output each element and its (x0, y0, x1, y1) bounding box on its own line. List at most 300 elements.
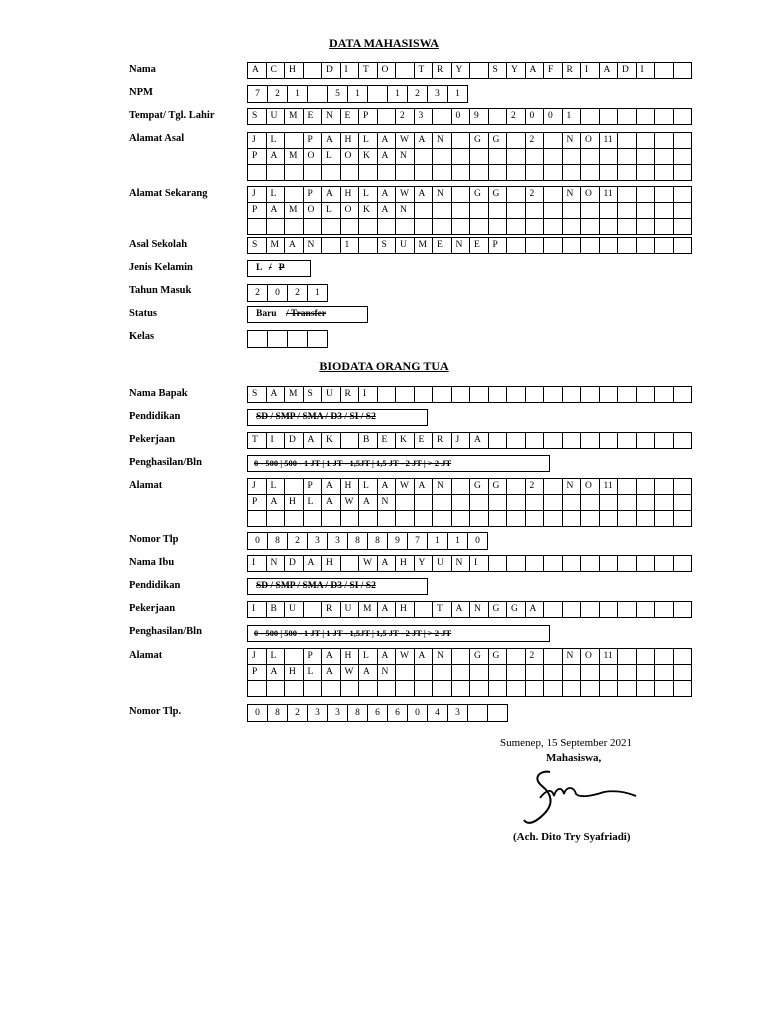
char-cell[interactable] (396, 63, 415, 79)
char-cell[interactable]: O (304, 149, 323, 165)
pendidikan-bapak-field[interactable] (247, 409, 428, 426)
char-cell[interactable]: 2 (526, 187, 545, 203)
char-cell[interactable] (544, 165, 563, 181)
char-cell[interactable] (637, 387, 656, 403)
char-cell[interactable] (507, 556, 526, 572)
pekerjaan-bapak-field[interactable] (247, 432, 692, 449)
char-cell[interactable] (433, 387, 452, 403)
char-cell[interactable]: O (304, 203, 323, 219)
char-cell[interactable]: P (248, 665, 267, 681)
char-cell[interactable] (618, 387, 637, 403)
char-cell[interactable]: A (322, 479, 341, 495)
tahun-masuk-field[interactable] (247, 284, 328, 302)
char-cell[interactable]: E (304, 109, 323, 125)
char-cell[interactable]: M (285, 109, 304, 125)
char-cell[interactable]: I (248, 602, 267, 618)
char-cell[interactable] (618, 479, 637, 495)
char-cell[interactable] (674, 63, 693, 79)
char-cell[interactable]: L (304, 665, 323, 681)
char-cell[interactable]: 8 (348, 533, 368, 550)
char-cell[interactable] (563, 149, 582, 165)
char-cell[interactable]: H (285, 63, 304, 79)
char-cell[interactable] (674, 433, 693, 449)
nama-ibu-field[interactable] (247, 555, 692, 572)
char-cell[interactable]: J (248, 479, 267, 495)
char-cell[interactable] (581, 109, 600, 125)
char-cell[interactable]: A (470, 433, 489, 449)
char-cell[interactable]: T (415, 63, 434, 79)
char-cell[interactable]: G (489, 649, 508, 665)
char-cell[interactable]: 1 (428, 533, 448, 550)
char-cell[interactable] (341, 219, 360, 235)
char-cell[interactable]: E (415, 433, 434, 449)
char-cell[interactable] (489, 433, 508, 449)
char-cell[interactable] (655, 387, 674, 403)
char-cell[interactable]: 2 (408, 86, 428, 103)
char-cell[interactable]: 5 (328, 86, 348, 103)
char-cell[interactable]: 2 (526, 133, 545, 149)
char-cell[interactable] (674, 187, 693, 203)
char-cell[interactable]: S (248, 387, 267, 403)
char-cell[interactable]: W (396, 649, 415, 665)
char-cell[interactable] (618, 149, 637, 165)
char-cell[interactable] (526, 387, 545, 403)
char-cell[interactable] (637, 149, 656, 165)
char-cell[interactable] (637, 219, 656, 235)
char-cell[interactable] (637, 133, 656, 149)
char-cell[interactable] (507, 203, 526, 219)
char-cell[interactable] (618, 203, 637, 219)
char-cell[interactable]: 8 (368, 533, 388, 550)
char-cell[interactable]: 0 (408, 705, 428, 722)
char-cell[interactable] (526, 665, 545, 681)
char-cell[interactable]: 2 (396, 109, 415, 125)
char-cell[interactable] (674, 602, 693, 618)
char-cell[interactable] (600, 203, 619, 219)
char-cell[interactable]: A (378, 479, 397, 495)
char-cell[interactable] (470, 203, 489, 219)
char-cell[interactable]: W (341, 495, 360, 511)
char-cell[interactable] (637, 681, 656, 697)
char-cell[interactable] (655, 649, 674, 665)
char-cell[interactable] (674, 511, 693, 527)
char-cell[interactable] (285, 187, 304, 203)
char-cell[interactable]: K (322, 433, 341, 449)
jenis-kelamin-field[interactable] (247, 260, 311, 277)
pendidikan-ibu-field[interactable] (247, 578, 428, 595)
char-cell[interactable] (452, 681, 471, 697)
char-cell[interactable] (618, 665, 637, 681)
char-cell[interactable]: 8 (348, 705, 368, 722)
char-cell[interactable] (415, 495, 434, 511)
char-cell[interactable]: H (322, 556, 341, 572)
char-cell[interactable]: R (433, 433, 452, 449)
char-cell[interactable] (285, 133, 304, 149)
char-cell[interactable]: P (248, 495, 267, 511)
char-cell[interactable] (618, 556, 637, 572)
char-cell[interactable] (655, 495, 674, 511)
char-cell[interactable] (581, 238, 600, 254)
char-cell[interactable]: 0 (268, 285, 288, 302)
char-cell[interactable]: 4 (428, 705, 448, 722)
char-cell[interactable] (470, 63, 489, 79)
char-cell[interactable] (359, 238, 378, 254)
char-cell[interactable]: A (322, 649, 341, 665)
char-cell[interactable]: S (378, 238, 397, 254)
char-cell[interactable]: N (433, 649, 452, 665)
char-cell[interactable]: I (470, 556, 489, 572)
char-cell[interactable]: P (304, 479, 323, 495)
char-cell[interactable] (285, 649, 304, 665)
char-cell[interactable] (322, 219, 341, 235)
char-cell[interactable] (415, 665, 434, 681)
char-cell[interactable] (674, 203, 693, 219)
char-cell[interactable]: I (267, 433, 286, 449)
char-cell[interactable] (489, 556, 508, 572)
char-cell[interactable] (674, 387, 693, 403)
char-cell[interactable] (655, 238, 674, 254)
char-cell[interactable]: 0 (526, 109, 545, 125)
char-cell[interactable] (489, 495, 508, 511)
char-cell[interactable] (452, 387, 471, 403)
char-cell[interactable] (544, 602, 563, 618)
char-cell[interactable]: 7 (248, 86, 268, 103)
char-cell[interactable] (544, 556, 563, 572)
char-cell[interactable] (415, 149, 434, 165)
char-cell[interactable]: D (285, 556, 304, 572)
char-cell[interactable] (544, 433, 563, 449)
char-cell[interactable]: 1 (308, 285, 328, 302)
char-cell[interactable]: P (359, 109, 378, 125)
char-cell[interactable] (563, 681, 582, 697)
char-cell[interactable] (618, 109, 637, 125)
char-cell[interactable] (415, 165, 434, 181)
char-cell[interactable] (600, 149, 619, 165)
char-cell[interactable] (368, 86, 388, 103)
char-cell[interactable]: O (378, 63, 397, 79)
char-cell[interactable]: R (563, 63, 582, 79)
char-cell[interactable] (563, 556, 582, 572)
char-cell[interactable]: L (267, 133, 286, 149)
char-cell[interactable]: Y (415, 556, 434, 572)
char-cell[interactable] (341, 681, 360, 697)
char-cell[interactable] (248, 219, 267, 235)
char-cell[interactable] (396, 165, 415, 181)
char-cell[interactable] (248, 511, 267, 527)
char-cell[interactable] (507, 165, 526, 181)
char-cell[interactable] (285, 681, 304, 697)
alamat-sekarang-field[interactable] (247, 186, 692, 235)
char-cell[interactable] (618, 649, 637, 665)
char-cell[interactable]: 2 (507, 109, 526, 125)
char-cell[interactable]: 1 (563, 109, 582, 125)
char-cell[interactable] (637, 433, 656, 449)
char-cell[interactable] (452, 649, 471, 665)
char-cell[interactable]: H (341, 187, 360, 203)
char-cell[interactable] (544, 511, 563, 527)
char-cell[interactable] (526, 511, 545, 527)
char-cell[interactable] (359, 511, 378, 527)
char-cell[interactable]: A (378, 187, 397, 203)
char-cell[interactable] (285, 219, 304, 235)
char-cell[interactable] (452, 219, 471, 235)
char-cell[interactable] (378, 387, 397, 403)
char-cell[interactable]: N (304, 238, 323, 254)
char-cell[interactable] (415, 387, 434, 403)
char-cell[interactable] (637, 479, 656, 495)
char-cell[interactable] (308, 86, 328, 103)
char-cell[interactable] (322, 681, 341, 697)
char-cell[interactable] (637, 187, 656, 203)
char-cell[interactable]: J (248, 649, 267, 665)
char-cell[interactable]: G (470, 133, 489, 149)
char-cell[interactable] (655, 187, 674, 203)
char-cell[interactable] (470, 665, 489, 681)
char-cell[interactable] (637, 238, 656, 254)
char-cell[interactable]: G (489, 133, 508, 149)
char-cell[interactable]: P (304, 187, 323, 203)
char-cell[interactable]: 1 (388, 86, 408, 103)
char-cell[interactable] (674, 681, 693, 697)
char-cell[interactable] (563, 602, 582, 618)
char-cell[interactable]: M (415, 238, 434, 254)
char-cell[interactable]: 8 (268, 705, 288, 722)
char-cell[interactable]: A (267, 149, 286, 165)
char-cell[interactable]: K (396, 433, 415, 449)
char-cell[interactable]: N (563, 649, 582, 665)
char-cell[interactable]: M (285, 387, 304, 403)
char-cell[interactable]: R (433, 63, 452, 79)
penghasilan-bapak-field[interactable] (247, 455, 550, 472)
char-cell[interactable]: H (341, 133, 360, 149)
char-cell[interactable] (489, 681, 508, 697)
char-cell[interactable]: 0 (452, 109, 471, 125)
char-cell[interactable] (452, 479, 471, 495)
char-cell[interactable] (507, 387, 526, 403)
char-cell[interactable]: S (248, 238, 267, 254)
char-cell[interactable] (526, 495, 545, 511)
char-cell[interactable] (600, 681, 619, 697)
char-cell[interactable] (489, 165, 508, 181)
char-cell[interactable] (544, 649, 563, 665)
char-cell[interactable]: N (452, 556, 471, 572)
char-cell[interactable] (600, 219, 619, 235)
char-cell[interactable] (489, 665, 508, 681)
char-cell[interactable] (267, 681, 286, 697)
char-cell[interactable] (304, 602, 323, 618)
char-cell[interactable]: N (378, 665, 397, 681)
char-cell[interactable]: A (378, 602, 397, 618)
char-cell[interactable] (618, 165, 637, 181)
char-cell[interactable]: A (267, 495, 286, 511)
char-cell[interactable]: W (359, 556, 378, 572)
nama-bapak-field[interactable] (247, 386, 692, 403)
char-cell[interactable] (507, 149, 526, 165)
char-cell[interactable]: 2 (526, 649, 545, 665)
char-cell[interactable] (507, 238, 526, 254)
char-cell[interactable]: I (341, 63, 360, 79)
char-cell[interactable] (600, 387, 619, 403)
char-cell[interactable]: A (285, 238, 304, 254)
char-cell[interactable]: W (341, 665, 360, 681)
char-cell[interactable]: G (470, 479, 489, 495)
char-cell[interactable] (655, 681, 674, 697)
char-cell[interactable] (507, 495, 526, 511)
char-cell[interactable]: G (507, 602, 526, 618)
char-cell[interactable]: E (470, 238, 489, 254)
char-cell[interactable] (304, 681, 323, 697)
char-cell[interactable]: 3 (415, 109, 434, 125)
char-cell[interactable]: A (359, 665, 378, 681)
char-cell[interactable] (655, 511, 674, 527)
char-cell[interactable] (378, 109, 397, 125)
char-cell[interactable]: 3 (328, 705, 348, 722)
char-cell[interactable]: O (581, 479, 600, 495)
char-cell[interactable]: A (415, 649, 434, 665)
alamat-ibu-field[interactable] (247, 648, 692, 697)
char-cell[interactable] (285, 479, 304, 495)
char-cell[interactable]: T (359, 63, 378, 79)
char-cell[interactable] (526, 165, 545, 181)
asal-sekolah-field[interactable] (247, 237, 692, 254)
char-cell[interactable] (468, 705, 488, 722)
char-cell[interactable] (452, 495, 471, 511)
char-cell[interactable] (507, 665, 526, 681)
char-cell[interactable]: A (267, 203, 286, 219)
npm-field[interactable] (247, 85, 468, 103)
char-cell[interactable] (674, 665, 693, 681)
char-cell[interactable] (600, 602, 619, 618)
char-cell[interactable]: A (322, 665, 341, 681)
char-cell[interactable] (433, 219, 452, 235)
char-cell[interactable] (544, 387, 563, 403)
char-cell[interactable]: U (396, 238, 415, 254)
char-cell[interactable] (544, 203, 563, 219)
char-cell[interactable]: L (267, 187, 286, 203)
char-cell[interactable]: W (396, 187, 415, 203)
char-cell[interactable] (618, 602, 637, 618)
char-cell[interactable] (581, 681, 600, 697)
char-cell[interactable] (433, 203, 452, 219)
char-cell[interactable]: U (433, 556, 452, 572)
char-cell[interactable]: N (378, 495, 397, 511)
char-cell[interactable] (618, 238, 637, 254)
char-cell[interactable]: 2 (288, 285, 308, 302)
char-cell[interactable]: N (433, 133, 452, 149)
char-cell[interactable] (268, 331, 288, 348)
char-cell[interactable] (655, 665, 674, 681)
char-cell[interactable]: P (489, 238, 508, 254)
char-cell[interactable] (674, 556, 693, 572)
char-cell[interactable] (470, 387, 489, 403)
char-cell[interactable]: A (526, 602, 545, 618)
char-cell[interactable] (655, 133, 674, 149)
char-cell[interactable] (563, 165, 582, 181)
char-cell[interactable] (618, 511, 637, 527)
char-cell[interactable] (248, 331, 268, 348)
char-cell[interactable]: 0 (544, 109, 563, 125)
char-cell[interactable]: N (396, 203, 415, 219)
char-cell[interactable] (637, 203, 656, 219)
char-cell[interactable]: J (248, 133, 267, 149)
char-cell[interactable] (563, 433, 582, 449)
char-cell[interactable]: N (563, 133, 582, 149)
char-cell[interactable]: J (248, 187, 267, 203)
char-cell[interactable]: N (322, 109, 341, 125)
char-cell[interactable] (544, 187, 563, 203)
tlp-bapak-field[interactable] (247, 532, 488, 550)
alamat-bapak-field[interactable] (247, 478, 692, 527)
char-cell[interactable] (544, 665, 563, 681)
status-field[interactable] (247, 306, 368, 323)
char-cell[interactable]: G (489, 187, 508, 203)
char-cell[interactable] (674, 479, 693, 495)
char-cell[interactable]: L (304, 495, 323, 511)
char-cell[interactable]: P (304, 649, 323, 665)
char-cell[interactable] (655, 479, 674, 495)
char-cell[interactable] (674, 149, 693, 165)
nama-field[interactable] (247, 62, 692, 79)
char-cell[interactable]: I (581, 63, 600, 79)
char-cell[interactable] (507, 219, 526, 235)
char-cell[interactable]: S (489, 63, 508, 79)
char-cell[interactable]: A (304, 433, 323, 449)
char-cell[interactable] (618, 433, 637, 449)
char-cell[interactable] (637, 649, 656, 665)
char-cell[interactable]: L (267, 649, 286, 665)
char-cell[interactable]: S (304, 387, 323, 403)
char-cell[interactable]: A (378, 203, 397, 219)
char-cell[interactable]: A (452, 602, 471, 618)
char-cell[interactable] (600, 556, 619, 572)
char-cell[interactable] (452, 203, 471, 219)
char-cell[interactable] (526, 149, 545, 165)
char-cell[interactable]: W (396, 133, 415, 149)
char-cell[interactable]: U (322, 387, 341, 403)
char-cell[interactable] (507, 433, 526, 449)
char-cell[interactable] (507, 649, 526, 665)
char-cell[interactable] (526, 203, 545, 219)
char-cell[interactable]: A (359, 495, 378, 511)
char-cell[interactable] (433, 511, 452, 527)
char-cell[interactable] (415, 681, 434, 697)
char-cell[interactable]: H (396, 556, 415, 572)
char-cell[interactable] (544, 219, 563, 235)
char-cell[interactable]: G (489, 479, 508, 495)
char-cell[interactable] (655, 602, 674, 618)
char-cell[interactable]: U (267, 109, 286, 125)
char-cell[interactable]: N (433, 187, 452, 203)
char-cell[interactable]: 11 (600, 479, 619, 495)
char-cell[interactable] (452, 149, 471, 165)
char-cell[interactable] (396, 511, 415, 527)
char-cell[interactable] (674, 219, 693, 235)
char-cell[interactable] (288, 331, 308, 348)
char-cell[interactable] (396, 681, 415, 697)
char-cell[interactable]: 2 (526, 479, 545, 495)
char-cell[interactable]: J (452, 433, 471, 449)
char-cell[interactable]: 0 (248, 533, 268, 550)
char-cell[interactable]: P (304, 133, 323, 149)
char-cell[interactable] (655, 109, 674, 125)
char-cell[interactable] (637, 109, 656, 125)
char-cell[interactable] (674, 238, 693, 254)
char-cell[interactable] (341, 433, 360, 449)
char-cell[interactable]: 2 (248, 285, 268, 302)
char-cell[interactable]: N (563, 479, 582, 495)
char-cell[interactable]: H (285, 665, 304, 681)
char-cell[interactable]: H (341, 649, 360, 665)
